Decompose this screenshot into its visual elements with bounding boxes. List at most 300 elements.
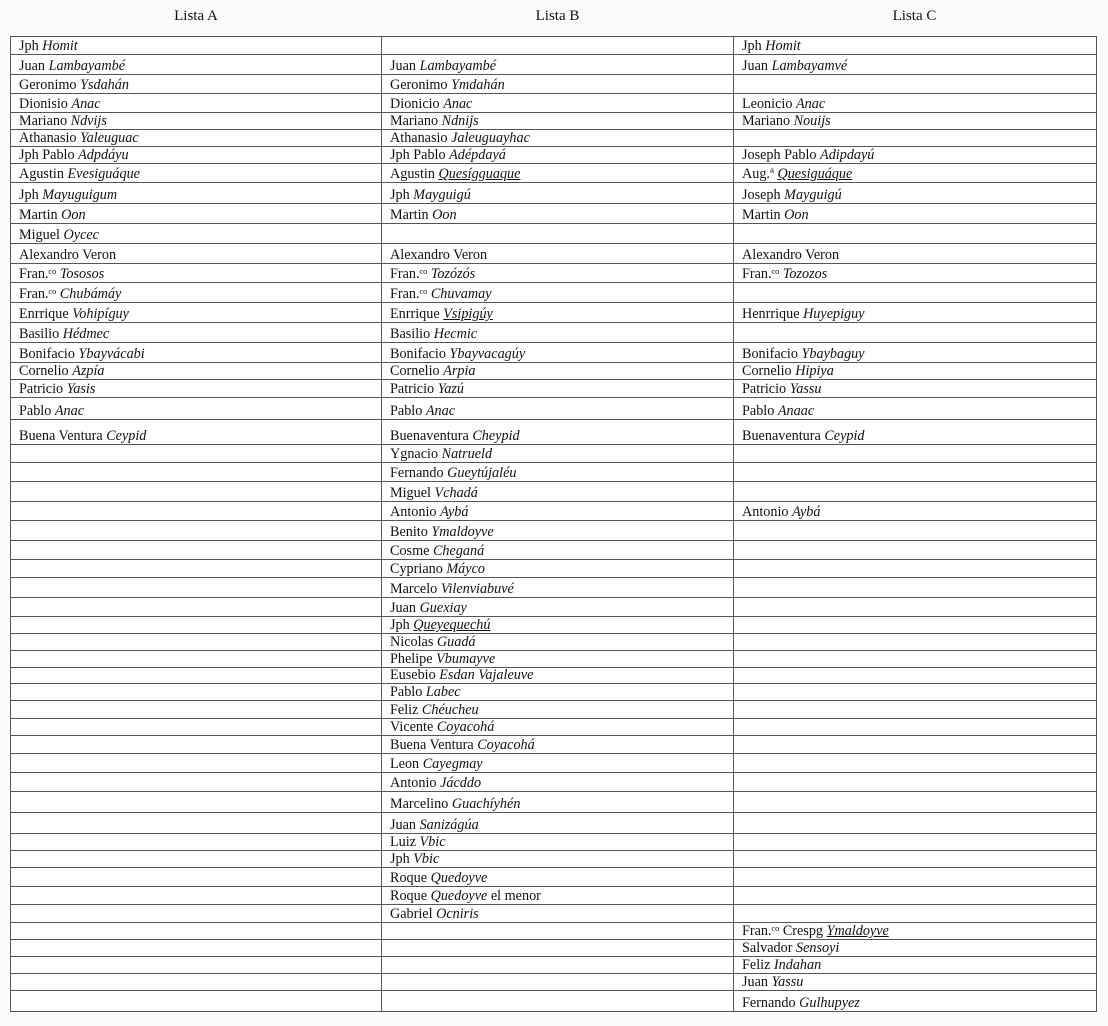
cell-lista-b [382,244,734,264]
cell-lista-c [734,303,1097,323]
given-name: Martin [19,207,62,223]
table-row [11,521,1097,541]
table-row [11,813,1097,834]
given-name: Jph [19,38,43,54]
cell-lista-a [11,113,382,130]
cell-lista-a [11,940,382,957]
cell-lista-a [11,813,382,834]
table-row [11,905,1097,923]
given-name: Vicente [390,719,437,735]
surname: Huyepiguy [803,306,865,322]
surname: Ysdahán [80,77,129,93]
given-name: Dionicio [390,96,444,112]
surname: Quedoyve [430,888,488,904]
cell-lista-c [734,598,1097,617]
cell-lista-a [11,701,382,719]
cell-lista-c [734,813,1097,834]
given-name: Dionisio [19,96,72,112]
table-row [11,283,1097,303]
cell-lista-a [11,792,382,813]
cell-lista-c [734,541,1097,560]
surname: Ybaybaguy [801,346,865,362]
surname: Quedoyve [430,870,488,886]
given-name: Enrrique [19,306,73,322]
cell-lista-c [734,887,1097,905]
cell-lista-c [734,851,1097,868]
cell-lista-b [382,420,734,445]
surname: Nouijs [793,113,831,129]
cell-lista-a [11,905,382,923]
cell-lista-a [11,617,382,634]
cell-lista-b [382,773,734,792]
cell-lista-b [382,701,734,719]
cell-lista-a [11,164,382,183]
surname: Anac [425,403,456,419]
cell-lista-a [11,398,382,420]
given-name: Geronimo [19,77,81,93]
cell-lista-c [734,617,1097,634]
cell-lista-a [11,719,382,736]
table-row [11,773,1097,792]
cell-lista-c [734,719,1097,736]
cell-lista-b [382,617,734,634]
cell-lista-a [11,75,382,94]
cell-lista-a [11,343,382,363]
table-row [11,868,1097,887]
cell-lista-c [734,974,1097,991]
cell-lista-a [11,684,382,701]
cell-lista-b [382,147,734,164]
surname: Vbumayve [436,651,496,667]
given-name: Mariano [19,113,71,129]
given-name: Salvador [742,940,796,956]
cell-lista-c [734,94,1097,113]
cell-lista-a [11,754,382,773]
cell-lista-c [734,380,1097,398]
given-name: Leonicio [742,96,796,112]
surname: Quesígguaque [438,166,521,182]
cell-lista-b [382,463,734,482]
cell-lista-b [382,130,734,147]
surname: Hipiya [795,363,834,379]
surname: Mayguigú [784,187,842,203]
given-name: Basilio [19,326,63,342]
given-name: Fran.ᶜᵒ Crespg [742,923,827,939]
given-name: Phelipe [390,651,437,667]
given-name: Juan [742,974,772,990]
given-name: Henrrique [742,306,804,322]
given-name: Bonifacio [19,346,79,362]
given-name: Patricio [19,381,67,397]
column-headers [10,8,1096,28]
given-name: Antonio [390,775,441,791]
given-name: Aug.ª [742,166,778,182]
cell-lista-b [382,598,734,617]
cell-lista-b [382,363,734,380]
given-name: Marcelo [390,581,441,597]
cell-lista-a [11,521,382,541]
given-name: Patricio [742,381,790,397]
given-name: Jph [390,851,414,867]
table-row [11,164,1097,183]
surname: Gulhupyez [799,995,860,1011]
table-row [11,224,1097,244]
surname: Azpía [72,363,105,379]
surname: Natrueld [441,446,493,462]
cell-lista-a [11,634,382,651]
table-row [11,323,1097,343]
cell-lista-c [734,264,1097,283]
cell-lista-c [734,834,1097,851]
given-name: Pablo [390,684,426,700]
surname: Anac [54,403,85,419]
cell-lista-c [734,420,1097,445]
given-name: Martin [390,207,433,223]
surname: Tozózós [430,266,476,282]
cell-lista-a [11,183,382,204]
cell-lista-b [382,113,734,130]
given-name: Miguel [19,227,64,243]
table-row [11,940,1097,957]
surname: Sanizágúa [419,817,479,833]
cell-lista-b [382,183,734,204]
surname: Ybayvacagúy [449,346,526,362]
underlined-surname [438,166,520,182]
given-name: Marcelino [390,796,452,812]
given-name: Cornelio [742,363,796,379]
cell-lista-c [734,363,1097,380]
surname: Chuvamay [430,286,492,302]
surname: Adpdáyu [78,147,129,163]
given-name: Eusebio [390,667,440,683]
cell-lista-c [734,634,1097,651]
given-name: Enrrique [390,306,444,322]
cell-lista-b [382,634,734,651]
cell-lista-c [734,668,1097,684]
cell-lista-c [734,75,1097,94]
surname: Coyacohá [477,737,535,753]
cell-lista-b [382,974,734,991]
cell-lista-a [11,147,382,164]
given-name: Mariano [742,113,794,129]
given-name: Mariano [390,113,442,129]
table-row [11,113,1097,130]
given-name: Luiz [390,834,420,850]
cell-lista-c [734,463,1097,482]
cell-lista-c [734,244,1097,264]
surname: Tososos [59,266,105,282]
table-row [11,701,1097,719]
given-name: Fran.ᶜᵒ [390,266,431,282]
cell-lista-a [11,773,382,792]
surname: Anac [443,96,473,112]
table-row [11,991,1097,1012]
given-name: Martin [742,207,785,223]
given-name: Fran.ᶜᵒ [390,286,431,302]
cell-lista-a [11,323,382,343]
name-suffix: el menor [487,888,541,904]
cell-lista-b [382,521,734,541]
surname: Oon [61,207,86,223]
cell-lista-c [734,905,1097,923]
table-row [11,303,1097,323]
cell-lista-c [734,923,1097,940]
given-name: Fran.ᶜᵒ [742,266,783,282]
cell-lista-b [382,224,734,244]
cell-lista-c [734,792,1097,813]
cell-lista-c [734,147,1097,164]
given-name: Buenaventura [742,428,825,444]
cell-lista-b [382,905,734,923]
cell-lista-b [382,651,734,668]
underlined-surname [443,306,493,322]
cell-lista-c [734,164,1097,183]
given-name: Buenaventura [390,428,473,444]
given-name: Bonifacio [390,346,450,362]
surname: Yassu [789,381,822,397]
table-row [11,264,1097,283]
surname: Vsipigúy [443,306,493,322]
surname: Vbic [413,851,440,867]
cell-lista-c [734,283,1097,303]
surname: Homit [42,38,78,54]
surname: Ceypid [106,428,147,444]
cell-lista-a [11,363,382,380]
given-name: Fernando [390,465,448,481]
cell-lista-b [382,923,734,940]
surname: Ymaldoyve [826,923,889,939]
cell-lista-c [734,578,1097,598]
cell-lista-b [382,868,734,887]
given-name: Buena Ventura [390,737,478,753]
cell-lista-c [734,940,1097,957]
cell-lista-c [734,55,1097,75]
surname: Sensoyi [795,940,840,956]
cell-lista-b [382,792,734,813]
cell-lista-c [734,398,1097,420]
surname: Hédmec [62,326,110,342]
table-row [11,754,1097,773]
given-name: Jph [390,617,414,633]
given-name: Pablo [19,403,55,419]
surname: Lambayambé [48,58,126,74]
surname: Adépdayá [449,147,506,163]
given-name: Fran.ᶜᵒ [19,286,60,302]
surname: Ndvijs [70,113,107,129]
surname: Adipdayú [820,147,875,163]
cell-lista-a [11,868,382,887]
table-row [11,204,1097,224]
cell-lista-c [734,183,1097,204]
cell-lista-a [11,264,382,283]
underlined-surname [827,923,889,939]
table-row [11,55,1097,75]
cell-lista-c [734,445,1097,463]
table-row [11,380,1097,398]
table-row [11,617,1097,634]
table-row [11,183,1097,204]
header-lista-a: Lista A [174,8,218,24]
cell-lista-b [382,445,734,463]
cell-lista-b [382,502,734,521]
cell-lista-a [11,668,382,684]
surname: Lambayambé [419,58,497,74]
surname: Chéucheu [421,702,479,718]
cell-lista-b [382,851,734,868]
cell-lista-b [382,957,734,974]
given-name: Jph Pablo [19,147,79,163]
given-name: Antonio [390,504,441,520]
cell-lista-a [11,224,382,244]
underlined-surname [413,617,490,633]
surname: Vohipíguy [72,306,129,322]
cell-lista-a [11,560,382,578]
cell-lista-b [382,204,734,224]
surname: Ymaldoyve [431,524,494,540]
surname: Oon [784,207,809,223]
table-row [11,974,1097,991]
table-row [11,482,1097,502]
surname: Anaac [777,403,815,419]
cell-lista-b [382,264,734,283]
cell-lista-b [382,578,734,598]
given-name: Pablo [390,403,426,419]
cell-lista-c [734,684,1097,701]
given-name: Roque [390,870,431,886]
given-name: Jph [19,187,43,203]
cell-lista-a [11,923,382,940]
cell-lista-b [382,541,734,560]
given-name: Antonio [742,504,793,520]
cell-lista-b [382,940,734,957]
table-row [11,502,1097,521]
surname: Homit [765,38,801,54]
given-name: Buena Ventura [19,428,107,444]
cell-lista-a [11,887,382,905]
surname: Cayegmay [422,756,483,772]
cell-lista-b [382,991,734,1012]
cell-lista-b [382,813,734,834]
given-name: Feliz [742,957,774,973]
table-row [11,343,1097,363]
cell-lista-a [11,37,382,55]
cell-lista-a [11,502,382,521]
given-name: Jph [742,38,766,54]
surname: Aybá [440,504,469,520]
cell-lista-c [734,482,1097,502]
cell-lista-b [382,684,734,701]
table-row [11,244,1097,264]
table-row [11,719,1097,736]
names-table [10,36,1097,1012]
given-name: Patricio [390,381,438,397]
cell-lista-c [734,130,1097,147]
surname: Jaleuguayhac [451,130,530,146]
table-row [11,887,1097,905]
surname: Evesiguáque [67,166,140,182]
header-lista-b: Lista B [535,8,580,24]
cell-lista-c [734,701,1097,719]
header-lista-c: Lista C [892,8,937,24]
cell-lista-a [11,851,382,868]
given-name: Cornelio [390,363,444,379]
cell-lista-c [734,991,1097,1012]
given-name: Juan [390,817,420,833]
table-row [11,851,1097,868]
table-row [11,634,1097,651]
cell-lista-b [382,719,734,736]
cell-lista-b [382,303,734,323]
surname: Mayuguigum [42,187,118,203]
given-name: Basilio [390,326,434,342]
table-row [11,75,1097,94]
table-row [11,598,1097,617]
cell-lista-a [11,834,382,851]
cell-lista-b [382,283,734,303]
cell-lista-a [11,283,382,303]
cell-lista-a [11,974,382,991]
given-name: Jph Pablo [390,147,450,163]
cell-lista-a [11,130,382,147]
surname: Lambayamvé [771,58,848,74]
surname: Gueytújaléu [447,465,517,481]
cell-lista-b [382,323,734,343]
given-name: Alexandro Veron [742,247,840,263]
table-row [11,923,1097,940]
surname: Guadá [436,634,476,650]
table-row [11,37,1097,55]
table-row [11,834,1097,851]
cell-lista-c [734,957,1097,974]
surname: Cheganá [432,543,485,559]
surname: Arpia [443,363,476,379]
surname: Mayguigú [413,187,471,203]
given-name: Gabriel [390,906,437,922]
given-name: Geronimo [390,77,452,93]
surname: Cheypid [472,428,520,444]
surname: Máyco [446,561,485,577]
given-name: Fernando [742,995,800,1011]
table-row [11,463,1097,482]
cell-lista-b [382,37,734,55]
given-name: Juan [390,600,420,616]
table-row [11,94,1097,113]
cell-lista-a [11,541,382,560]
cell-lista-c [734,37,1097,55]
cell-lista-a [11,303,382,323]
cell-lista-c [734,113,1097,130]
table-row [11,668,1097,684]
surname: Yazú [437,381,464,397]
table-row [11,651,1097,668]
table-row [11,130,1097,147]
given-name: Pablo [742,403,778,419]
given-name: Feliz [390,702,422,718]
cell-lista-a [11,651,382,668]
cell-lista-c [734,868,1097,887]
surname: Yaleuguac [80,130,139,146]
surname: Vilenviabuvé [440,581,514,597]
cell-lista-c [734,773,1097,792]
surname: Ceypid [824,428,865,444]
given-name: Juan [742,58,772,74]
cell-lista-a [11,578,382,598]
cell-lista-c [734,204,1097,224]
surname: Hecmic [433,326,478,342]
surname: Indahan [773,957,822,973]
cell-lista-b [382,398,734,420]
cell-lista-a [11,991,382,1012]
